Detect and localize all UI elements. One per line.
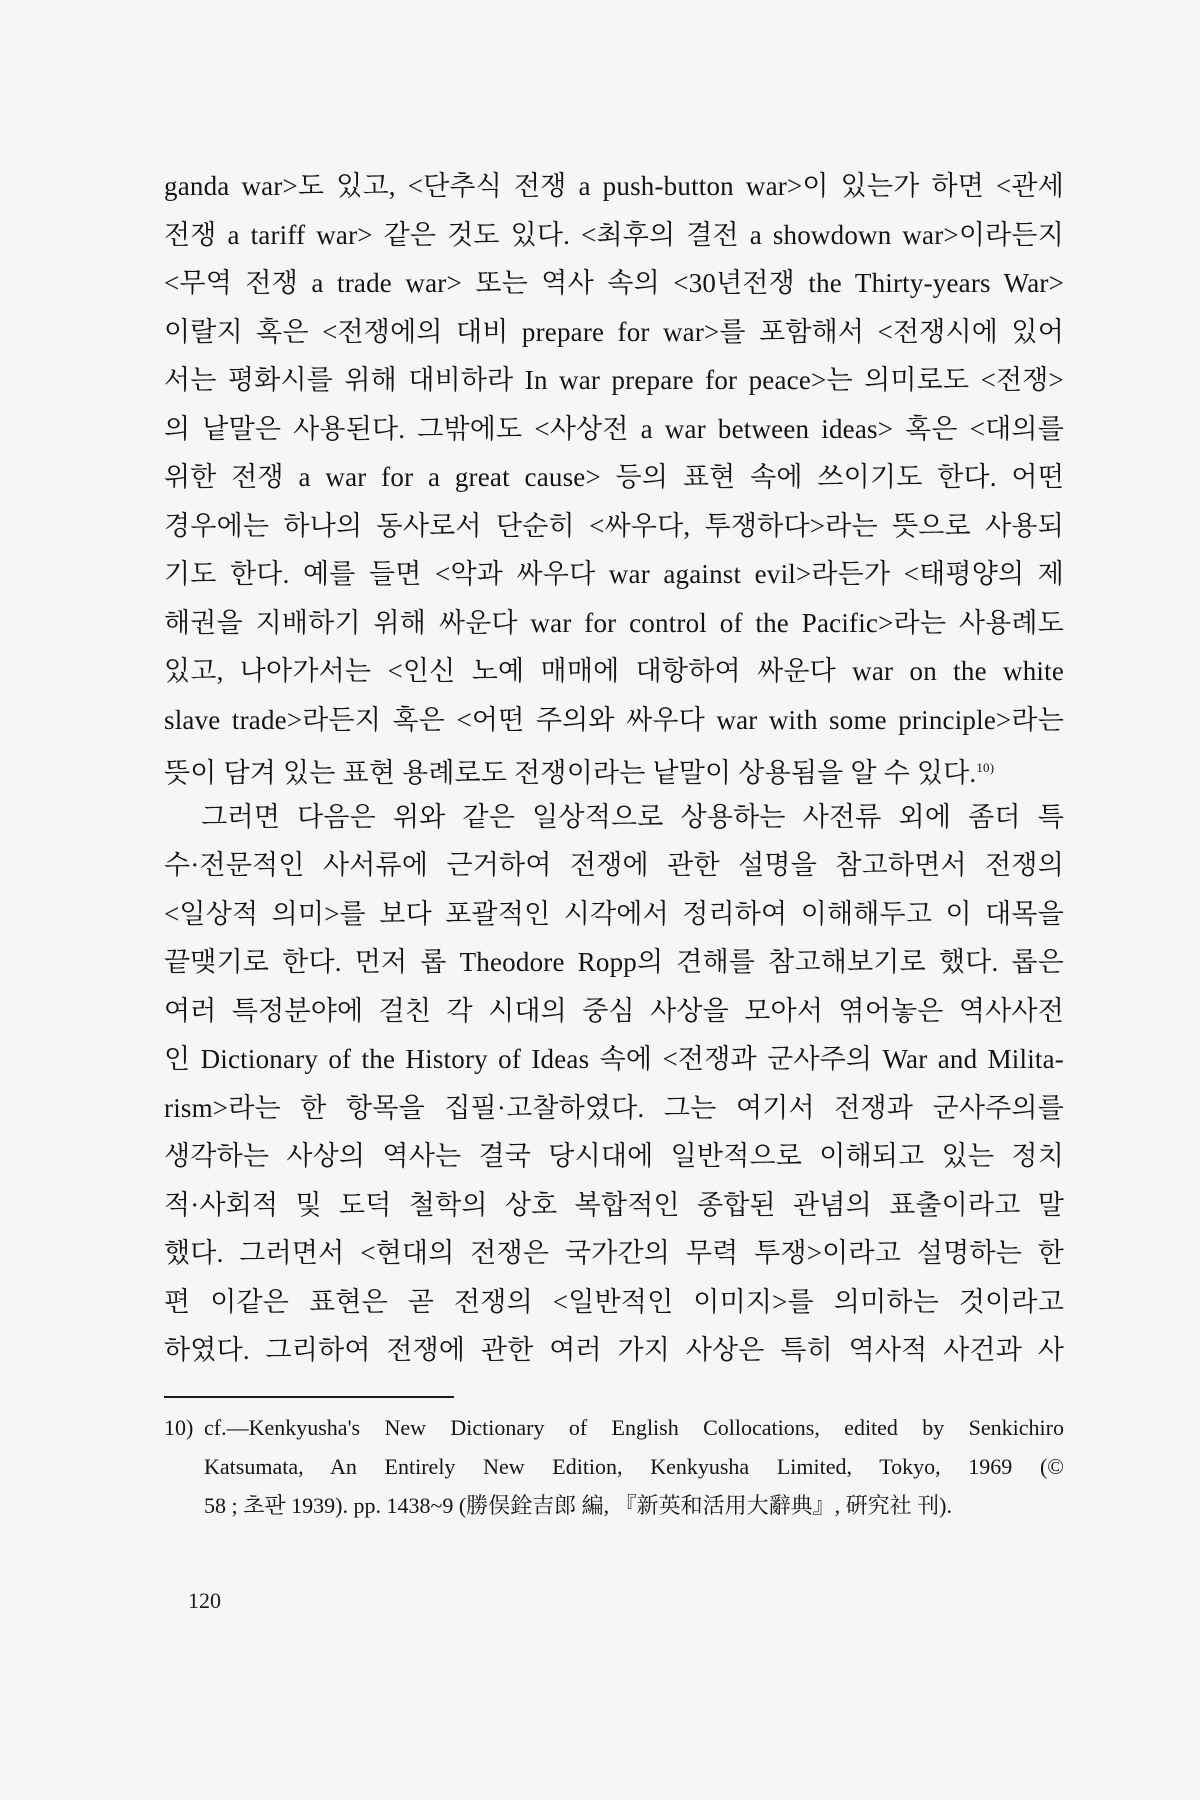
- text-line: <무역 전쟁 a trade war> 또는 역사 속의 <30년전쟁 the Thirty-years War>: [164, 268, 1064, 298]
- text-line: rism>라는 한 항목을 집필·고찰하였다. 그는 여기서 전쟁과 군사주의를: [164, 1092, 1064, 1123]
- text-line: 여러 특정분야에 걸친 각 시대의 중심 사상을 모아서 엮어놓은 역사사전: [164, 995, 1064, 1026]
- text-line: 끝맺기로 한다. 먼저 롭 Theodore Ropp의 견해를 참고해보기로 했다. 롭은: [164, 947, 1064, 977]
- text-line: ganda war>도 있고, <단추식 전쟁 a push-button war>이 있는가 하면 <관세: [164, 171, 1064, 201]
- text-line: 그러면 다음은 위와 같은 일상적으로 상용하는 사전류 외에 좀더 특: [164, 801, 1064, 832]
- footnote-divider: [164, 1396, 454, 1398]
- text-line: 전쟁 a tariff war> 같은 것도 있다. <최후의 결전 a showdown war>이라든지: [164, 219, 1064, 250]
- paragraph-end-line: [164, 744, 1064, 793]
- footnote-reference[interactable]: 10): [976, 760, 995, 775]
- text-line: 해권을 지배하기 위해 싸운다 war for control of the Pacific>라는 사용례도: [164, 607, 1064, 638]
- text-line: 기도 한다. 예를 들면 <악과 싸우다 war against evil>라든가 <태평양의 제: [164, 559, 1064, 589]
- text-line: 수·전문적인 사서류에 근거하여 전쟁에 관한 설명을 참고하면서 전쟁의: [164, 850, 1064, 880]
- footnote-text: cf.—Kenkyusha's New Dictionary of English Collocations, edited by Senkichiro: [204, 1415, 1064, 1440]
- text-line: 이랄지 혹은 <전쟁에의 대비 prepare for war>를 포함해서 <전쟁시에 있어: [164, 316, 1064, 347]
- text-line: 인 Dictionary of the History of Ideas 속에 <전쟁과 군사주의 War and Milita-: [164, 1044, 1064, 1074]
- text-line: 하였다. 그리하여 전쟁에 관한 여러 가지 사상은 특히 역사적 사건과 사: [164, 1335, 1064, 1365]
- footnote: [164, 1408, 1064, 1525]
- text-line: 서는 평화시를 위해 대비하라 In war prepare for peace>는 의미로도 <전쟁>: [164, 365, 1064, 395]
- text-line: 했다. 그러면서 <현대의 전쟁은 국가간의 무력 투쟁>이라고 설명하는 한: [164, 1238, 1064, 1268]
- text-line: 적·사회적 및 도덕 철학의 상호 복합적인 종합된 관념의 표출이라고 말: [164, 1189, 1064, 1220]
- footnote-text: Katsumata, An Entirely New Edition, Kenkyusha Limited, Tokyo, 1969 (©: [204, 1454, 1064, 1479]
- text-line: 생각하는 사상의 역사는 결국 당시대에 일반적으로 이해되고 있는 정치: [164, 1141, 1064, 1171]
- text-line: <일상적 의미>를 보다 포괄적인 시각에서 정리하여 이해해두고 이 대목을: [164, 898, 1064, 929]
- footnote-marker: 10): [164, 1415, 194, 1440]
- page-number: 120: [188, 1588, 221, 1613]
- body-text: [164, 162, 1064, 1375]
- text-line: 위한 전쟁 a war for a great cause> 등의 표현 속에 쓰이기도 한다. 어떤: [164, 462, 1064, 492]
- text-line: 경우에는 하나의 동사로서 단순히 <싸우다, 투쟁하다>라는 뜻으로 사용되: [164, 510, 1064, 541]
- text-line: slave trade>라든지 혹은 <어떤 주의와 싸우다 war with some principle>라는: [164, 704, 1064, 735]
- text-line: 의 낱말은 사용된다. 그밖에도 <사상전 a war between ideas> 혹은 <대의를: [164, 413, 1064, 444]
- text-line: 편 이같은 표현은 곧 전쟁의 <일반적인 이미지>를 의미하는 것이라고: [164, 1286, 1064, 1317]
- footnote-text: 58 ; 초판 1939). pp. 1438~9 (勝俣銓吉郎 編, 『新英和活用大辭典』, 硏究社 刊).: [204, 1493, 952, 1518]
- text-line: 있고, 나아가서는 <인신 노예 매매에 대항하여 싸운다 war on the white: [164, 656, 1064, 686]
- footnote-line: [164, 1408, 1064, 1447]
- text-line: 뜻이 담겨 있는 표현 용례로도 전쟁이라는 낱말이 상용됨을 알 수 있다.: [164, 758, 977, 788]
